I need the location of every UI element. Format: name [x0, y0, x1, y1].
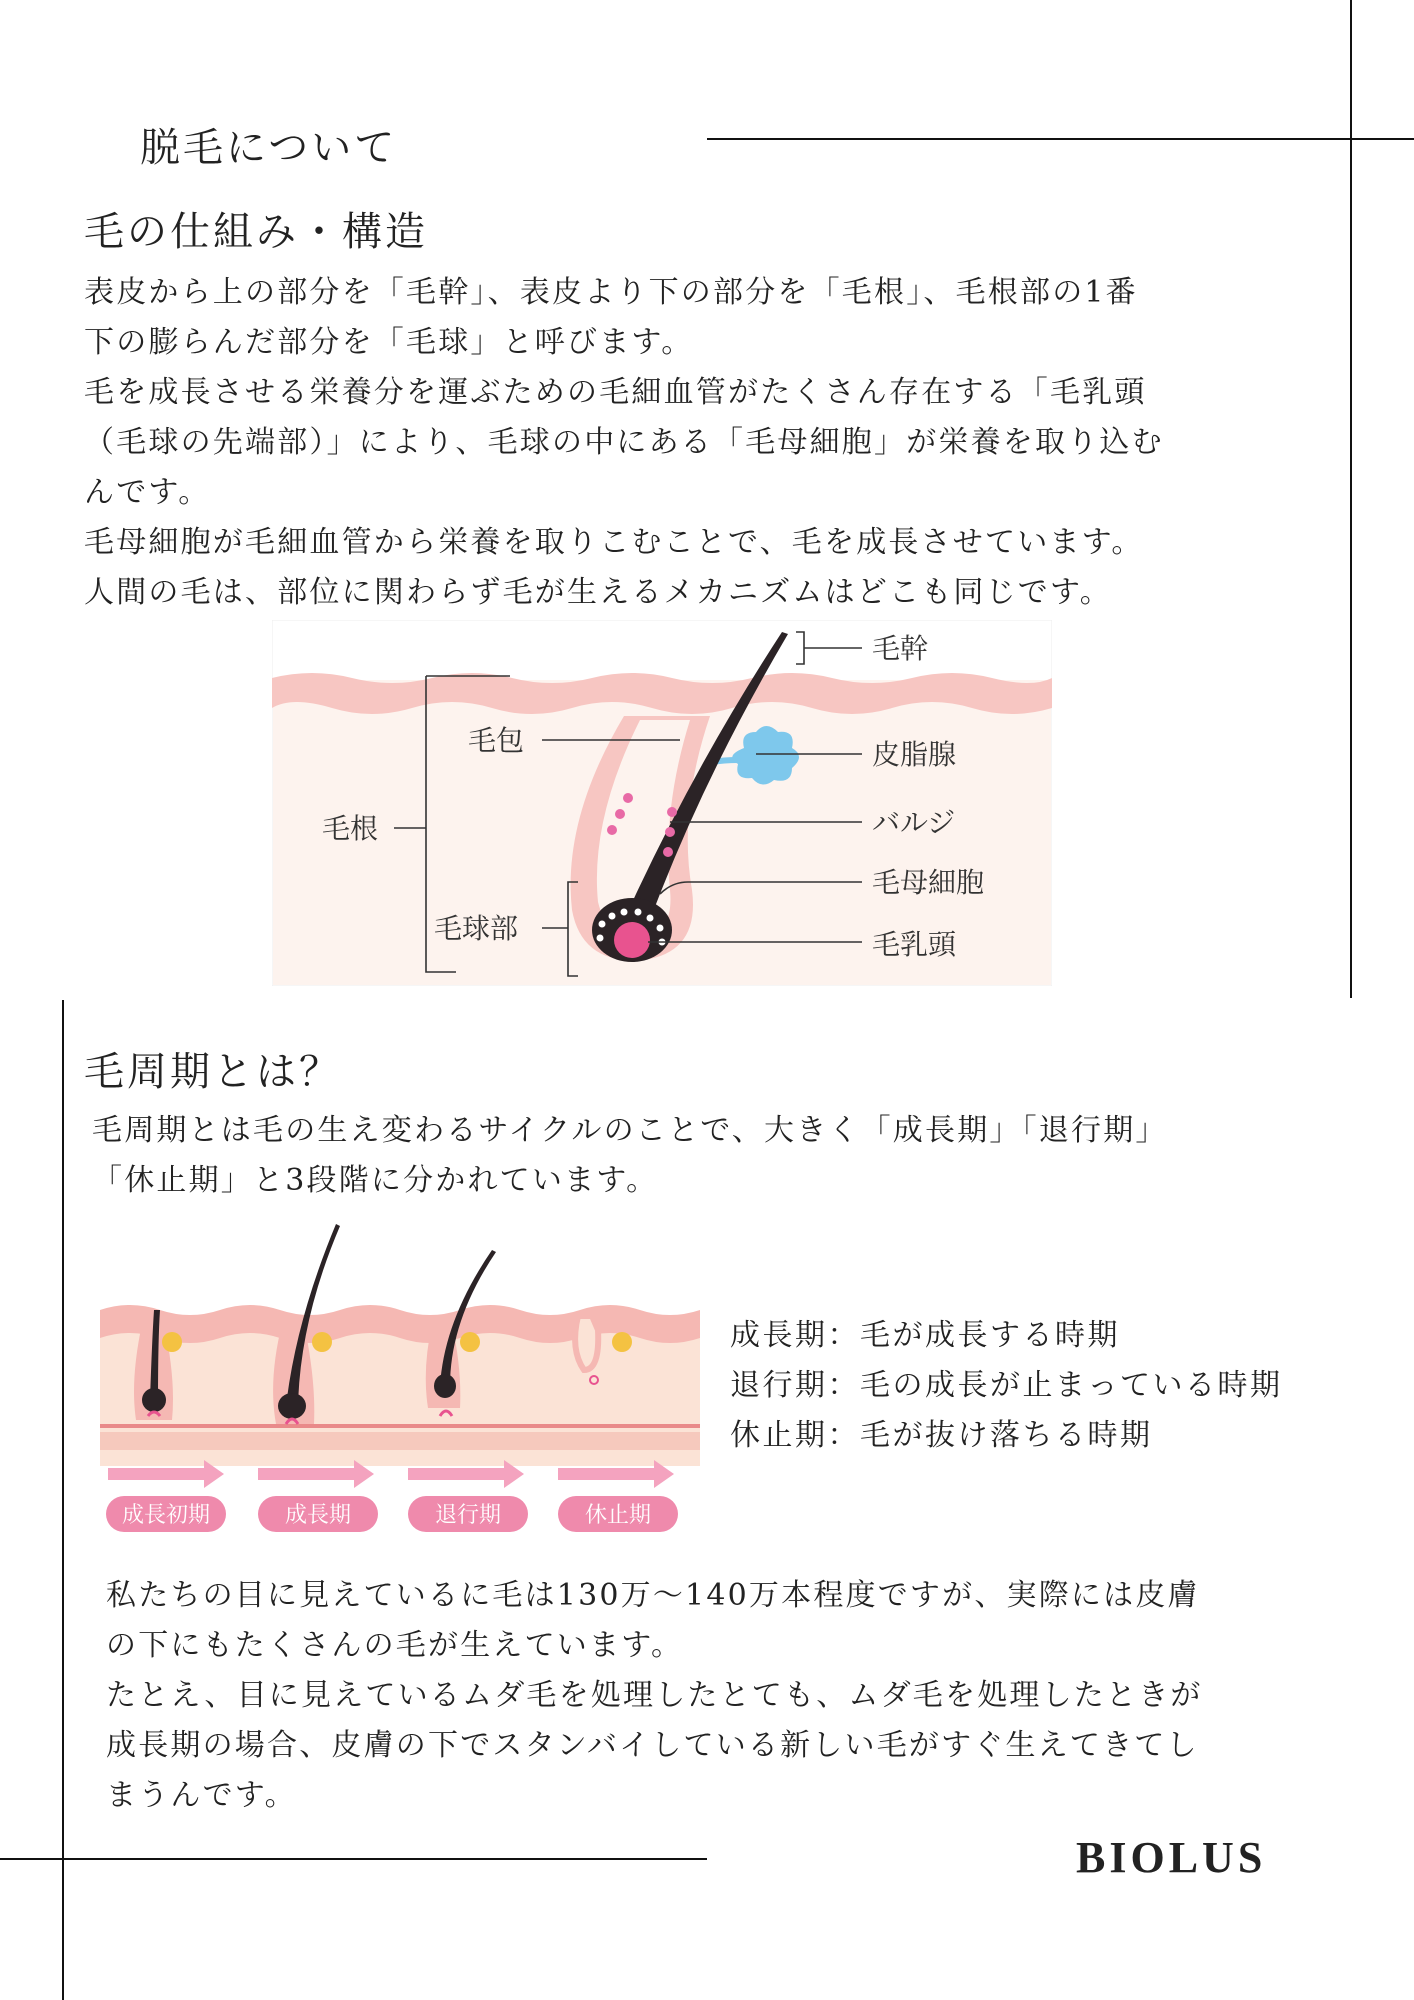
label-follicle: 毛包: [468, 724, 525, 757]
brand-logo-text: BIOLUS: [1076, 1833, 1267, 1882]
closing-paragraph: [106, 1571, 1203, 1821]
structure-line: 毛を成長させる栄養分を運ぶための毛細血管がたくさん存在する「毛乳頭: [84, 375, 1147, 410]
badge-early-growth: 成長初期: [121, 1503, 211, 1528]
label-shaft: 毛幹: [872, 632, 929, 665]
stage-description: 退行期：毛の成長が止まっている時期: [730, 1368, 1283, 1403]
cycle-heading: 毛周期とは？: [84, 1049, 342, 1095]
cycle-line: 毛周期とは毛の生え変わるサイクルのことで、大きく「成長期」「退行期」: [92, 1113, 1168, 1148]
closing-line: たとえ、目に見えているムダ毛を処理したとても、ムダ毛を処理したときが: [106, 1678, 1203, 1713]
structure-line: （毛球の先端部）」により、毛球の中にある「毛母細胞」が栄養を取り込む: [84, 425, 1164, 460]
stage-description: 休止期：毛が抜け落ちる時期: [730, 1418, 1153, 1453]
hair-cycle-diagram: [100, 1220, 704, 1536]
hair-structure-diagram: [272, 620, 1052, 986]
closing-line: の下にもたくさんの毛が生えています。: [106, 1628, 684, 1663]
structure-line: んです。: [84, 475, 211, 510]
label-root: 毛根: [322, 812, 379, 845]
label-sebaceous: 皮脂腺: [872, 738, 957, 771]
label-bulb: 毛球部: [434, 912, 519, 945]
badge-growth: 成長期: [284, 1503, 352, 1528]
page-title: 脱毛について: [140, 125, 398, 171]
structure-line: 表皮から上の部分を「毛幹」、表皮より下の部分を「毛根」、毛根部の1番: [84, 275, 1138, 310]
stage-descriptions: [730, 1311, 1283, 1461]
cycle-line: 「休止期」と3段階に分かれています。: [92, 1163, 659, 1198]
bottom-left-vertical-rule: [62, 1000, 64, 2000]
top-right-vertical-rule: [1350, 0, 1352, 998]
structure-line: 毛母細胞が毛細血管から栄養を取りこむことで、毛を成長させています。: [84, 525, 1144, 560]
label-papilla: 毛乳頭: [872, 928, 957, 961]
cycle-paragraph: [92, 1106, 1168, 1206]
structure-paragraph: [84, 268, 1164, 618]
structure-line: 人間の毛は、部位に関わらず毛が生えるメカニズムはどこも同じです。: [84, 575, 1112, 610]
label-matrix: 毛母細胞: [872, 866, 985, 899]
closing-line: 成長期の場合、皮膚の下でスタンバイしている新しい毛がすぐ生えてきてし: [106, 1728, 1199, 1763]
label-bulge: バルジ: [872, 806, 956, 839]
structure-heading: 毛の仕組み・構造: [84, 209, 428, 255]
badge-regression: 退行期: [434, 1503, 502, 1528]
dermal-papilla: [614, 922, 650, 958]
closing-line: まうんです。: [106, 1778, 297, 1813]
structure-line: 下の膨らんだ部分を「毛球」と呼びます。: [84, 325, 694, 360]
bottom-horizontal-rule: [0, 1858, 707, 1860]
closing-line: 私たちの目に見えているに毛は130万～140万本程度ですが、実際には皮膚: [106, 1578, 1200, 1613]
stage-description: 成長期：毛が成長する時期: [730, 1318, 1120, 1353]
badge-resting: 休止期: [584, 1503, 652, 1528]
top-horizontal-rule: [707, 138, 1414, 140]
